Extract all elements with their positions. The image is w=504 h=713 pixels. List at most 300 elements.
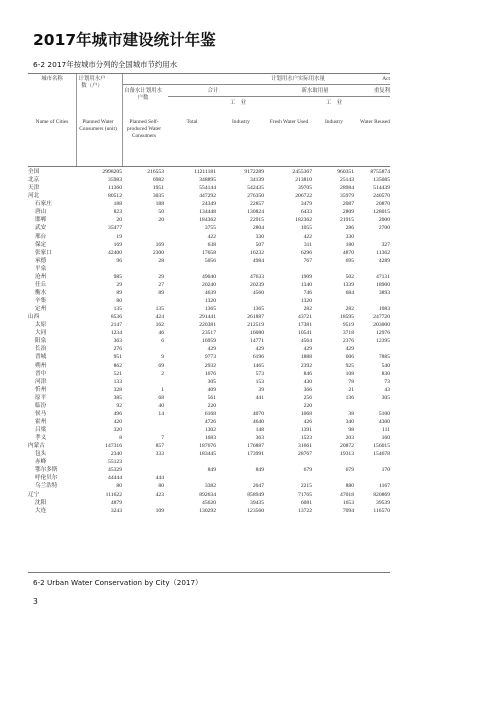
table-cell: 130824 <box>247 209 264 216</box>
table-cell: 430 <box>303 378 312 385</box>
table-cell: 4639 <box>204 289 216 296</box>
table-row <box>28 241 390 249</box>
table-row <box>28 168 390 176</box>
table-header-bottom-rule <box>28 166 390 167</box>
table-cell: 444 <box>155 475 164 482</box>
table-row <box>28 458 390 466</box>
table-cell: 22915 <box>250 217 264 224</box>
table-row <box>28 442 390 450</box>
table-cell: 1465 <box>252 362 264 369</box>
table-cell: 282 <box>345 306 354 313</box>
city-name: 忻州 <box>35 386 47 393</box>
table-cell: 282 <box>303 306 312 313</box>
table-subtitle-en: 6-2 Urban Water Conservation by City（2017） <box>33 578 203 587</box>
table-cell: 1167 <box>379 483 390 490</box>
table-cell: 363 <box>255 435 264 442</box>
table-cell: 80 <box>116 483 122 490</box>
header-industry-cn: 工 业 <box>229 100 247 106</box>
table-cell: 320 <box>113 427 122 433</box>
table-cell: 147316 <box>105 443 122 450</box>
table-cell: 8536 <box>110 314 122 321</box>
city-name: 包头 <box>35 451 47 458</box>
table-cell: 35477 <box>108 225 122 232</box>
table-cell: 333 <box>155 451 164 458</box>
table-cell: 849 <box>255 467 264 474</box>
city-name: 承德 <box>35 257 47 264</box>
table-cell: 154678 <box>373 451 390 458</box>
table-cell: 20 <box>158 217 164 224</box>
table-cell: 170 <box>381 467 390 474</box>
table-cell: 2047 <box>252 483 264 490</box>
table-cell: 422 <box>303 233 312 240</box>
table-row <box>28 337 390 345</box>
table-cell: 135 <box>113 306 122 313</box>
city-name: 太原 <box>35 322 47 329</box>
table-cell: 1365 <box>204 306 216 313</box>
table-cell: 305 <box>207 378 216 385</box>
table-cell: 340 <box>345 418 354 425</box>
table-cell: 47131 <box>376 273 390 280</box>
table-cell: 47018 <box>340 491 354 498</box>
table-cell: 3035 <box>152 193 164 200</box>
table-row <box>28 426 390 434</box>
table-cell: 35979 <box>340 193 354 200</box>
table-cell: 133 <box>113 378 122 385</box>
table-cell: 2932 <box>204 362 216 369</box>
table-cell: 554144 <box>199 185 216 192</box>
table-cell: 429 <box>255 346 264 353</box>
table-cell: 858949 <box>247 491 264 498</box>
table-cell: 1068 <box>300 410 312 417</box>
table-cell: 1888 <box>300 354 312 361</box>
city-name: 乌兰浩特 <box>35 483 58 490</box>
header-divider-1 <box>76 74 77 166</box>
table-cell: 38 <box>348 410 354 417</box>
table-cell: 1365 <box>252 306 264 313</box>
city-name: 北京 <box>28 177 40 184</box>
city-name: 大连 <box>35 507 47 514</box>
table-row <box>28 434 390 442</box>
table-cell: 423 <box>155 491 164 498</box>
table-row <box>28 370 390 378</box>
table-cell: 305 <box>381 394 390 401</box>
table-cell: 846 <box>303 370 312 377</box>
header-self-produced-en: Planned Self-produced Water Consumers <box>126 119 162 139</box>
table-row <box>28 321 390 329</box>
city-name: 原平 <box>35 394 47 401</box>
table-cell: 169 <box>113 241 122 248</box>
table-row <box>28 305 390 313</box>
table-cell: 4564 <box>300 338 312 345</box>
city-name: 石家庄 <box>35 201 52 208</box>
table-cell: 203000 <box>373 322 390 329</box>
table-cell: 49040 <box>202 273 216 280</box>
table-cell: 183445 <box>199 451 216 458</box>
header-rule-1 <box>122 84 390 85</box>
table-cell: 2700 <box>378 225 390 232</box>
table-cell: 261887 <box>247 314 264 321</box>
table-row <box>28 353 390 361</box>
table-cell: 14771 <box>250 338 264 345</box>
table-cell: 20872 <box>340 443 354 450</box>
table-cell: 286 <box>345 225 354 232</box>
table-cell: 44444 <box>108 475 122 482</box>
header-industry-en: Industry <box>232 119 250 125</box>
table-cell: 348895 <box>199 177 216 184</box>
table-cell: 220381 <box>199 322 216 329</box>
table-cell: 514439 <box>373 185 390 192</box>
header-planned-users-cn: 计划用水户数（户） <box>78 76 106 89</box>
table-cell: 1055 <box>300 225 312 232</box>
city-name: 天津 <box>28 185 40 192</box>
table-cell: 6433 <box>300 209 312 216</box>
table-cell: 50 <box>158 209 164 216</box>
table-cell: 496 <box>113 410 122 417</box>
table-cell: 80 <box>158 483 164 490</box>
header-city-cn: 城市名称 <box>41 76 63 82</box>
table-cell: 684 <box>345 289 354 296</box>
city-name: 吕梁 <box>35 427 47 433</box>
city-name: 大同 <box>35 330 47 337</box>
table-row <box>28 200 390 208</box>
table-cell: 39 <box>258 386 264 393</box>
table-cell: 134448 <box>199 209 216 216</box>
table-row <box>28 297 390 305</box>
city-name: 沈阳 <box>35 499 47 506</box>
city-name: 阳泉 <box>35 338 47 345</box>
table-row <box>28 224 390 232</box>
table-cell: 311 <box>303 241 312 248</box>
table-cell: 18595 <box>340 314 354 321</box>
table-cell: 80512 <box>108 193 122 200</box>
table-cell: 256 <box>303 394 312 401</box>
city-name: 任丘 <box>35 281 47 288</box>
table-cell: 22857 <box>250 201 264 208</box>
table-cell: 3893 <box>378 289 390 296</box>
table-row <box>28 176 390 184</box>
table-cell: 2804 <box>252 225 264 232</box>
table-cell: 109 <box>155 507 164 514</box>
table-cell: 40 <box>158 402 164 409</box>
table-cell: 276 <box>113 346 122 353</box>
city-name: 晋中 <box>35 370 47 377</box>
table-cell: 6196 <box>252 354 264 361</box>
table-cell: 111622 <box>105 491 122 498</box>
table-row <box>28 281 390 289</box>
table-body <box>28 168 390 515</box>
table-cell: 73 <box>384 378 390 385</box>
table-cell: 25143 <box>340 177 354 184</box>
table-cell: 23517 <box>202 330 216 337</box>
table-cell: 17381 <box>298 322 312 329</box>
table-cell: 5100 <box>378 410 390 417</box>
table-cell: 3718 <box>342 330 354 337</box>
table-row <box>28 273 390 281</box>
table-cell: 422 <box>207 233 216 240</box>
table-cell: 3479 <box>300 201 312 208</box>
table-row <box>28 208 390 216</box>
table-cell: 156015 <box>373 443 390 450</box>
city-name: 保定 <box>35 241 47 248</box>
table-cell: 4560 <box>252 289 264 296</box>
city-name: 孝义 <box>35 435 47 442</box>
page-number: 3 <box>33 597 38 606</box>
table-cell: 43721 <box>298 314 312 321</box>
table-cell: 173991 <box>247 451 264 458</box>
city-name: 晋城 <box>35 354 47 361</box>
table-cell: 2809 <box>342 209 354 216</box>
table-row <box>28 362 390 370</box>
table-cell: 78 <box>348 378 354 385</box>
table-cell: 502 <box>345 273 354 280</box>
table-cell: 363 <box>113 338 122 345</box>
header-reused-en: Water Reused <box>360 119 390 125</box>
table-cell: 767 <box>303 257 312 264</box>
table-cell: 420 <box>113 418 122 425</box>
table-cell: 2376 <box>342 338 354 345</box>
table-cell: 6081 <box>300 499 312 506</box>
table-row <box>28 410 390 418</box>
table-cell: 108 <box>345 370 354 377</box>
table-cell: 148 <box>255 427 264 433</box>
table-cell: 4070 <box>252 410 264 417</box>
table-cell: 679 <box>345 467 354 474</box>
table-cell: 39539 <box>376 499 390 506</box>
table-row <box>28 345 390 353</box>
table-cell: 17658 <box>202 249 216 256</box>
table-subtitle: 6-2 2017年按城市分列的全国城市节约用水 <box>33 60 178 69</box>
city-name: 邢台 <box>35 233 47 240</box>
table-cell: 2998205 <box>102 169 122 175</box>
table-cell: 16232 <box>250 249 264 256</box>
table-cell: 213810 <box>295 177 312 184</box>
table-cell: 153 <box>255 378 264 385</box>
table-cell: 2147 <box>110 322 122 329</box>
table-cell: 4726 <box>204 418 216 425</box>
table-row <box>28 491 390 499</box>
table-cell: 540 <box>381 362 390 369</box>
table-cell: 880 <box>345 483 354 490</box>
table-cell: 9172289 <box>244 169 264 175</box>
table-cell: 6 <box>161 338 164 345</box>
table-cell: 695 <box>345 257 354 264</box>
table-cell: 542435 <box>247 185 264 192</box>
header-total-en: Total <box>186 119 198 125</box>
table-cell: 4870 <box>342 249 354 256</box>
city-name: 辽宁 <box>28 491 40 498</box>
table-cell: 429 <box>345 346 354 353</box>
table-cell: 424 <box>155 314 164 321</box>
table-row <box>28 313 390 321</box>
city-name: 沧州 <box>35 273 47 280</box>
header-fresh-en: Fresh Water Used <box>269 119 309 125</box>
table-row <box>28 474 390 482</box>
table-cell: 13722 <box>298 507 312 514</box>
table-cell: 2 <box>161 370 164 377</box>
table-cell: 10541 <box>298 330 312 337</box>
table-cell: 960351 <box>337 169 354 175</box>
table-cell: 116570 <box>373 507 390 514</box>
city-name: 山西 <box>28 314 40 321</box>
table-row <box>28 289 390 297</box>
table-cell: 606 <box>345 354 354 361</box>
city-name: 朔州 <box>35 362 47 369</box>
table-row <box>28 192 390 200</box>
table-cell: 16080 <box>250 330 264 337</box>
table-row <box>28 507 390 515</box>
table-cell: 823 <box>113 209 122 216</box>
table-cell: 561 <box>207 394 216 401</box>
table-cell: 6168 <box>204 410 216 417</box>
table-cell: 220 <box>303 402 312 409</box>
city-name: 临汾 <box>35 402 47 409</box>
table-cell: 6296 <box>300 249 312 256</box>
table-cell: 11360 <box>108 185 122 192</box>
table-cell: 9773 <box>204 354 216 361</box>
city-name: 呼伦贝尔 <box>35 475 58 482</box>
table-row <box>28 265 390 273</box>
header-fresh-industry-cn: 工 业 <box>325 100 343 106</box>
city-name: 河津 <box>35 378 47 385</box>
table-cell: 7094 <box>342 507 354 514</box>
table-cell: 4289 <box>378 257 390 264</box>
city-name: 定州 <box>35 306 47 313</box>
table-cell: 820869 <box>373 491 390 498</box>
table-cell: 679 <box>303 467 312 474</box>
table-cell: 12976 <box>376 330 390 337</box>
table-cell: 203 <box>345 435 354 442</box>
city-name: 赤峰 <box>35 459 47 466</box>
table-cell: 34139 <box>250 177 264 184</box>
table-cell: 240570 <box>373 193 390 200</box>
table-cell: 1523 <box>300 435 312 442</box>
table-cell: 16959 <box>202 338 216 345</box>
table-cell: 35983 <box>108 177 122 184</box>
table-cell: 135 <box>155 306 164 313</box>
table-cell: 1 <box>161 386 164 393</box>
header-self-produced-cn: 自备水计划用水户数 <box>124 88 162 101</box>
table-cell: 89 <box>158 289 164 296</box>
table-cell: 3243 <box>110 507 122 514</box>
table-row <box>28 466 390 474</box>
table-row <box>28 257 390 265</box>
table-cell: 521 <box>113 370 122 377</box>
table-cell: 892634 <box>199 491 216 498</box>
table-cell: 28984 <box>340 185 354 192</box>
table-cell: 366 <box>303 386 312 393</box>
city-name: 平泉 <box>35 265 47 272</box>
table-cell: 18900 <box>376 281 390 288</box>
table-cell: 135085 <box>373 177 390 184</box>
table-row <box>28 402 390 410</box>
table-cell: 1339 <box>342 281 354 288</box>
table-cell: 24349 <box>202 201 216 208</box>
table-cell: 188 <box>113 201 122 208</box>
table-cell: 247720 <box>373 314 390 321</box>
table-cell: 330 <box>255 233 264 240</box>
header-fresh-cn: 新水取用量 <box>301 88 329 94</box>
header-fresh-industry-en: Industry <box>325 119 343 125</box>
table-cell: 327 <box>381 241 390 248</box>
table-cell: 20 <box>116 217 122 224</box>
table-cell: 128015 <box>373 209 390 216</box>
city-name: 武安 <box>35 225 47 232</box>
table-cell: 4879 <box>110 499 122 506</box>
table-cell: 123560 <box>247 507 264 514</box>
table-cell: 1234 <box>110 330 122 337</box>
city-name: 唐山 <box>35 209 47 216</box>
table-cell: 291441 <box>199 314 216 321</box>
table-cell: 180 <box>345 241 354 248</box>
table-cell: 45329 <box>108 467 122 474</box>
table-cell: 4984 <box>252 257 264 264</box>
header-planned-users-en: Planned Water Consumers (unit) <box>79 119 117 132</box>
table-cell: 80 <box>116 298 122 304</box>
city-name: 河北 <box>28 193 40 200</box>
table-cell: 162 <box>155 322 164 329</box>
table-cell: 29 <box>116 281 122 288</box>
table-cell: 638 <box>207 241 216 248</box>
table-cell: 216553 <box>147 169 164 175</box>
table-cell: 6982 <box>152 177 164 184</box>
header-city-en: Name of Cities <box>35 119 69 125</box>
table-cell: 11211181 <box>194 169 216 175</box>
table-cell: 21 <box>348 386 354 393</box>
table-cell: 14 <box>158 410 164 417</box>
table-cell: 385 <box>113 394 122 401</box>
table-cell: 136 <box>345 394 354 401</box>
header-actual-use-unit: Act <box>382 76 390 82</box>
table-cell: 3755 <box>204 225 216 232</box>
table-cell: 2000 <box>378 217 390 224</box>
table-cell: 160 <box>381 435 390 442</box>
table-cell: 1340 <box>300 281 312 288</box>
table-cell: 130292 <box>199 507 216 514</box>
table-cell: 862 <box>113 362 122 369</box>
table-cell: 39435 <box>250 499 264 506</box>
table-cell: 1653 <box>342 499 354 506</box>
table-cell: 212519 <box>247 322 264 329</box>
table-cell: 98 <box>348 427 354 433</box>
city-name: 辛集 <box>35 298 47 304</box>
table-cell: 1683 <box>204 435 216 442</box>
table-cell: 5056 <box>204 257 216 264</box>
table-cell: 429 <box>207 346 216 353</box>
table-cell: 19313 <box>340 451 354 458</box>
table-row <box>28 450 390 458</box>
table-cell: 9519 <box>342 322 354 329</box>
table-cell: 328 <box>113 386 122 393</box>
table-cell: 46 <box>158 330 164 337</box>
table-cell: 20239 <box>250 281 264 288</box>
table-cell: 68 <box>158 394 164 401</box>
table-cell: 27 <box>158 281 164 288</box>
table-cell: 409 <box>207 386 216 393</box>
table-cell: 43 <box>384 386 390 393</box>
table-cell: 28767 <box>298 451 312 458</box>
table-cell: 19 <box>116 233 122 240</box>
table-row <box>28 216 390 224</box>
table-cell: 31661 <box>298 443 312 450</box>
page-title: 2017年城市建设统计年鉴 <box>33 31 216 49</box>
table-cell: 111 <box>382 427 390 433</box>
header-reused-cn: 重复利 <box>373 88 390 94</box>
table-bottom-rule <box>28 572 390 573</box>
table-row <box>28 482 390 490</box>
table-cell: 2215 <box>300 483 312 490</box>
table-cell: 39705 <box>298 185 312 192</box>
table-row <box>28 249 390 257</box>
